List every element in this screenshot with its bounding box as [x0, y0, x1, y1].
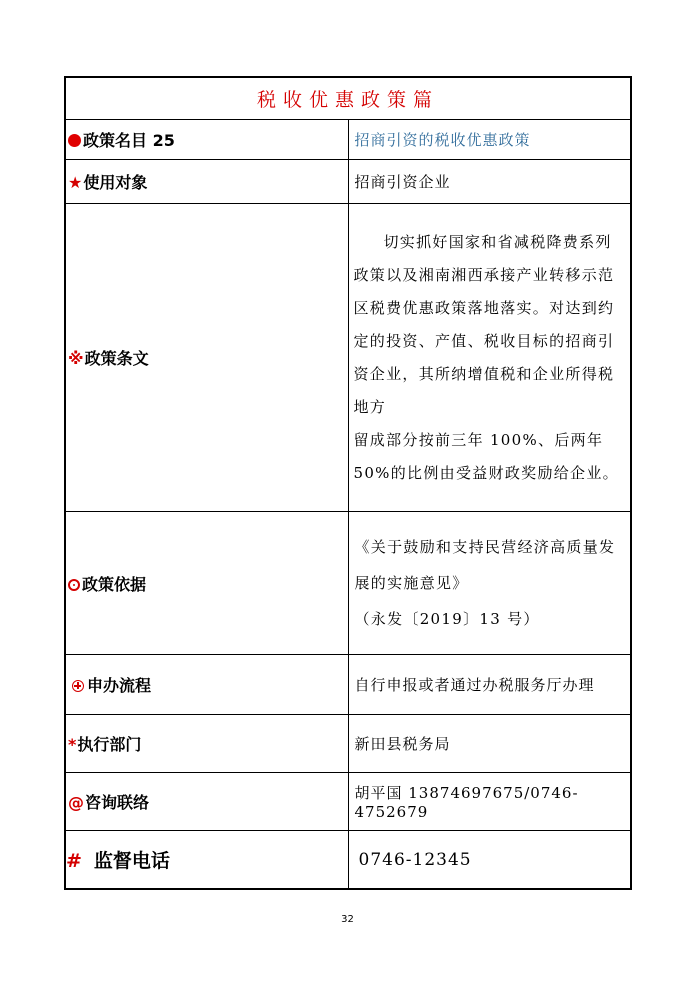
policy-text-paragraph: 切实抓好国家和省减税降费系列政策以及湘南湘西承接产业转移示范区税费优惠政策落地落实。对达到约定的投资、产值、税收目标的招商引资企业，其所纳增值税和企业所得税地方 [353, 232, 615, 416]
process-label [66, 655, 349, 715]
supervision-label [66, 831, 349, 889]
policy-text-label-text: 政策条文 [84, 349, 149, 368]
policy-name-label [66, 120, 349, 160]
reference-mark-icon: ※ [68, 349, 84, 368]
star-icon: ★ [68, 173, 83, 192]
policy-name-value: 招商引资的税收优惠政策 [348, 120, 631, 160]
department-label [66, 715, 349, 773]
policy-basis-line: （永发〔2019〕13 号） [354, 610, 540, 628]
circled-dot-icon [68, 579, 80, 591]
page-title: 税收优惠政策篇 [66, 78, 631, 120]
supervision-label-text: 监督电话 [93, 850, 170, 872]
policy-name-label-text: 政策名目 25 [83, 131, 175, 150]
department-value: 新田县税务局 [348, 715, 631, 773]
policy-basis-label [66, 512, 349, 655]
hash-icon: # [66, 850, 82, 872]
policy-text-body [348, 204, 631, 512]
asterisk-icon: * [68, 735, 77, 754]
contact-value: 胡平国 13874697675/0746-4752679 [348, 773, 631, 831]
policy-text-paragraph: 留成部分按前三年 100%、后两年 50%的比例由受益财政奖励给企业。 [353, 430, 619, 482]
target-value: 招商引资企业 [348, 160, 631, 204]
page-number: 32 [341, 914, 354, 925]
target-label-text: 使用对象 [83, 173, 148, 192]
process-value: 自行申报或者通过办税服务厅办理 [348, 655, 631, 715]
circled-plus-icon [72, 680, 84, 692]
policy-text-label [66, 204, 349, 512]
at-sign-icon: @ [68, 793, 84, 812]
policy-table [64, 76, 632, 890]
department-label-text: 执行部门 [77, 735, 142, 754]
target-label [66, 160, 349, 204]
contact-label [66, 773, 349, 831]
contact-label-text: 咨询联络 [85, 793, 150, 812]
supervision-value: 0746-12345 [348, 831, 631, 889]
policy-basis-line: 《关于鼓励和支持民营经济高质量发展的实施意见》 [354, 538, 616, 592]
policy-basis-label-text: 政策依据 [82, 574, 147, 594]
policy-basis-value [348, 512, 631, 655]
red-dot-icon [68, 134, 81, 147]
process-label-text: 申办流程 [87, 676, 152, 695]
